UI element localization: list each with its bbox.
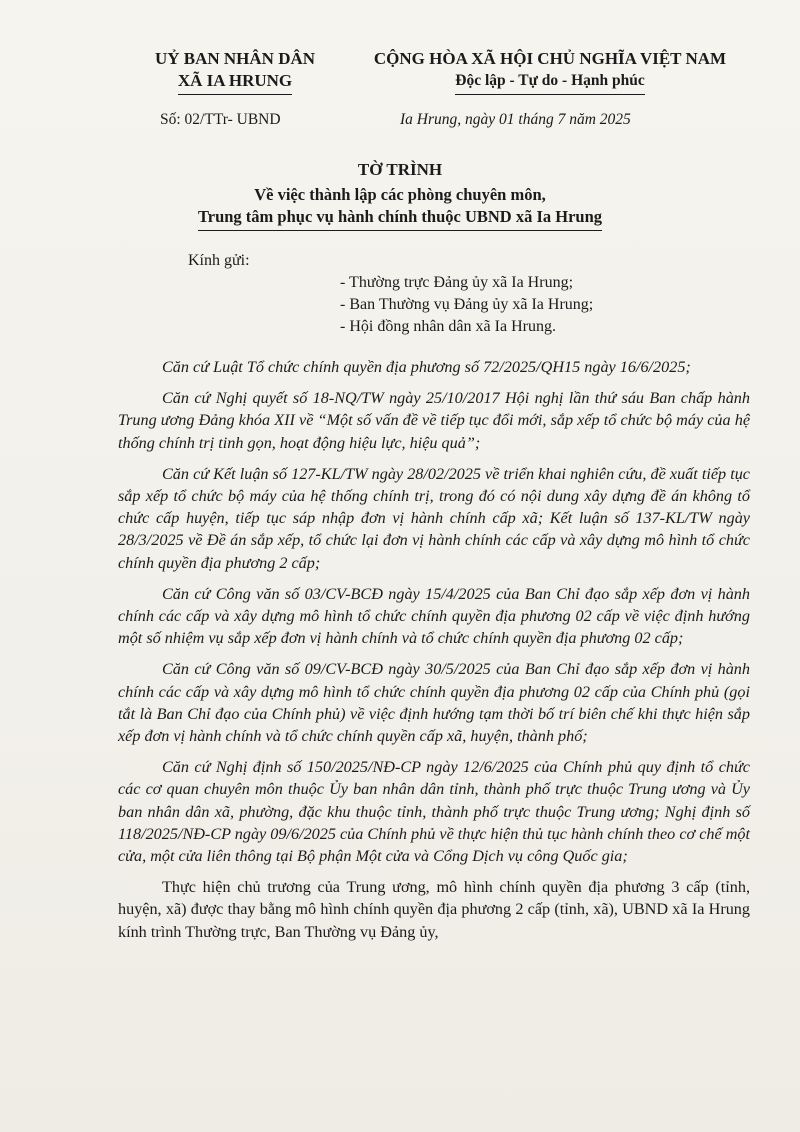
national-heading	[360, 48, 740, 95]
document-subject	[100, 184, 700, 231]
national-motto: Độc lập - Tự do - Hạnh phúc	[455, 70, 644, 95]
subject-line-2: Trung tâm phục vụ hành chính thuộc UBND xã Ia Hrung	[198, 206, 602, 231]
salutation-label: Kính gửi:	[188, 252, 250, 269]
agency-name: UỶ BAN NHÂN DÂN	[154, 49, 316, 68]
nation-name: CỘNG HÒA XÃ HỘI CHỦ NGHĨA VIỆT NAM	[373, 49, 727, 68]
document-number: Số: 02/TTr- UBND	[160, 111, 281, 128]
legal-basis-paragraph: Căn cứ Luật Tổ chức chính quyền địa phương số 72/2025/QH15 ngày 16/6/2025;	[162, 358, 691, 376]
legal-basis-paragraph: Căn cứ Nghị định số 150/2025/NĐ-CP ngày 12/6/2025 của Chính phủ quy định tổ chức các cơ quan chuyên môn thuộc Ủy ban nhân dân tỉnh, thành phố trực thuộc Trung ương và Ủy ban nhân dân xã, phường, đặc khu thuộc tỉnh, thành phố trực thuộc Trung ương; Nghị định số 118/2025/NĐ-CP ngày 09/6/2025 của Chính phủ về thực hiện thủ tục hành chính theo cơ chế một cửa, một cửa liên thông tại Bộ phận Một cửa và Cổng Dịch vụ công Quốc gia;	[118, 758, 750, 866]
place-and-date: Ia Hrung, ngày 01 tháng 7 năm 2025	[400, 111, 631, 128]
body-paragraph: Thực hiện chủ trương của Trung ương, mô hình chính quyền địa phương 3 cấp (tỉnh, huyện, xã) được thay bằng mô hình chính quyền địa phương 2 cấp (tỉnh, xã), UBND xã Ia Hrung kính trình Thường trực, Ban Thường vụ Đảng ủy,	[118, 878, 750, 941]
legal-basis-paragraph: Căn cứ Công văn số 09/CV-BCĐ ngày 30/5/2025 của Ban Chỉ đạo sắp xếp đơn vị hành chính các cấp và xây dựng mô hình tổ chức chính quyền địa phương 02 cấp của Chính phủ (gọi tắt là Ban Chỉ đạo của Chính phủ) về việc định hướng tạm thời bố trí biên chế khi thực hiện sắp xếp đơn vị hành chính và tổ chức chính quyền cấp xã, huyện, thành phố;	[118, 660, 750, 746]
legal-basis-paragraph: Căn cứ Nghị quyết số 18-NQ/TW ngày 25/10/2017 Hội nghị lần thứ sáu Ban chấp hành Trung ương Đảng khóa XII về “Một số vấn đề về tiếp tục đổi mới, sắp xếp tổ chức bộ máy của hệ thống chính trị tinh gọn, hoạt động hiệu lực, hiệu quả”;	[118, 389, 750, 452]
subject-line-1: Về việc thành lập các phòng chuyên môn,	[254, 185, 546, 204]
document-body	[118, 356, 750, 952]
legal-basis-paragraph: Căn cứ Kết luận số 127-KL/TW ngày 28/02/2025 về triển khai nghiên cứu, đề xuất tiếp tục sắp xếp tổ chức bộ máy của hệ thống chính trị, trong đó có nội dung xây dựng đề án không tổ chức cấp huyện, tiếp tục sáp nhập đơn vị hành chính cấp xã; Kết luận số 137-KL/TW ngày 28/3/2025 về Đề án sắp xếp, tổ chức lại đơn vị hành chính các cấp và xây dựng mô hình tổ chức chính quyền địa phương 2 cấp;	[118, 464, 750, 572]
recipient-item: - Ban Thường vụ Đảng ủy xã Ia Hrung;	[340, 296, 594, 313]
issuing-agency	[120, 48, 350, 95]
legal-basis-paragraph: Căn cứ Công văn số 03/CV-BCĐ ngày 15/4/2025 của Ban Chỉ đạo sắp xếp đơn vị hành chính các cấp và xây dựng mô hình tổ chức chính quyền địa phương 02 cấp về việc định hướng một số nhiệm vụ sắp xếp đơn vị hành chính và tổ chức chính quyền địa phương 02 cấp;	[118, 584, 750, 648]
agency-commune: XÃ IA HRUNG	[178, 70, 292, 95]
document-type-title: TỜ TRÌNH	[357, 160, 443, 179]
recipient-item: - Hội đồng nhân dân xã Ia Hrung.	[340, 318, 556, 335]
recipient-list	[340, 272, 593, 338]
recipient-item: - Thường trực Đảng ủy xã Ia Hrung;	[340, 274, 574, 291]
